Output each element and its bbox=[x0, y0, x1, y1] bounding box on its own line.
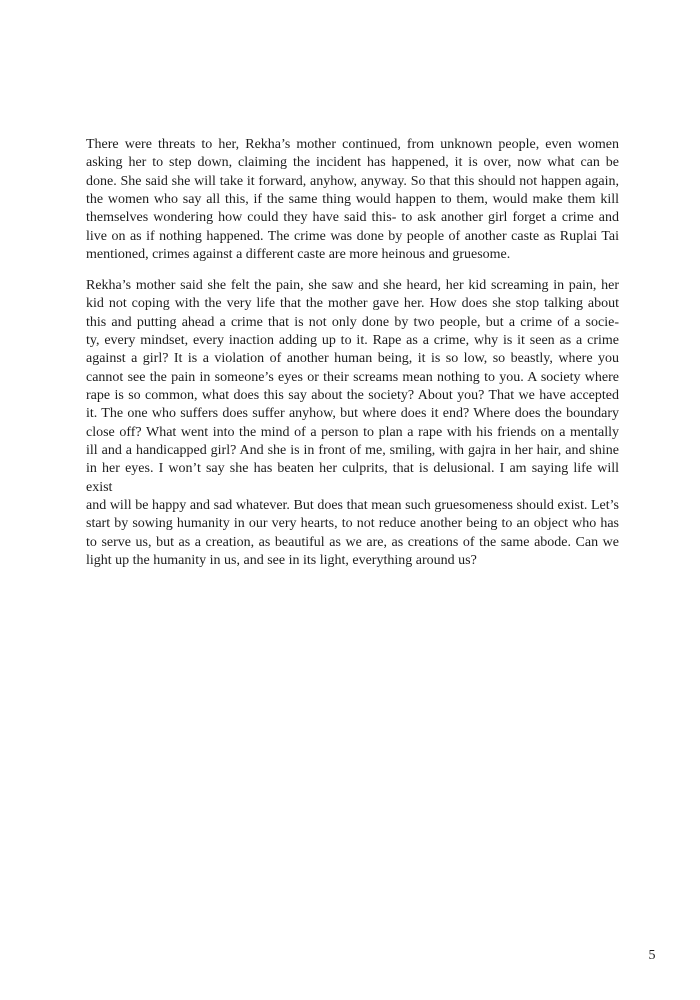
text-line: this and putting ahead a crime that is not only done by two people, but a crime of a socie- bbox=[86, 314, 619, 330]
text-line: There were threats to her, Rekha’s mother continued, from unknown people, even women bbox=[86, 137, 619, 152]
text-line: start by sowing humanity in our very hearts, to not reduce another being to an object who has bbox=[86, 516, 619, 532]
text-line: mentioned, crimes against a different caste are more heinous and gruesome. bbox=[86, 247, 511, 263]
text-line: light up the humanity in us, and see in its light, everything around us? bbox=[86, 553, 477, 569]
text-line: close off? What went into the mind of a person to plan a rape with his friends on a mentally bbox=[86, 424, 619, 440]
text-line: ty, every mindset, every inaction adding up to it. Rape as a crime, why is it seen as a crime bbox=[86, 332, 619, 348]
text-line: asking her to step down, claiming the incident has happened, it is over, now what can be bbox=[86, 155, 619, 171]
text-line: against a girl? It is a violation of another human being, it is so low, so beastly, where you bbox=[86, 351, 619, 367]
text-line: in her eyes. I won’t say she has beaten her culprits, that is delusional. I am saying life will exist bbox=[86, 461, 619, 495]
text-line: cannot see the pain in someone’s eyes or their screams mean nothing to you. A society where bbox=[86, 369, 619, 385]
text-line: done. She said she will take it forward, anyhow, anyway. So that this should not happen again, bbox=[86, 173, 619, 189]
paragraph bbox=[86, 136, 619, 264]
text-line: to serve us, but as a creation, as beautiful as we are, as creations of the same abode. Can we bbox=[86, 534, 619, 550]
paragraph bbox=[86, 277, 619, 571]
text-line: live on as if nothing happened. The crime was done by people of another caste as Ruplai Tai bbox=[86, 228, 619, 244]
text-line: kid not coping with the very life that the mother gave her. How does she stop talking about bbox=[86, 296, 619, 312]
text-line: themselves wondering how could they have said this- to ask another girl forget a crime and bbox=[86, 210, 619, 226]
text-line: rape is so common, what does this say about the society? About you? That we have accepted bbox=[86, 387, 619, 403]
body-text bbox=[86, 136, 619, 583]
text-line: ill and a handicapped girl? And she is in front of me, smiling, with gajra in her hair, and shine bbox=[86, 443, 619, 458]
page-number: 5 bbox=[648, 948, 656, 963]
text-line: it. The one who suffers does suffer anyhow, but where does it end? Where does the boundary bbox=[86, 406, 619, 422]
text-line: the women who say all this, if the same thing would happen to them, would make them kill bbox=[86, 192, 619, 208]
text-line: Rekha’s mother said she felt the pain, she saw and she heard, her kid screaming in pain, her bbox=[86, 277, 619, 293]
text-line: and will be happy and sad whatever. But does that mean such gruesomeness should exist. Let’s bbox=[86, 498, 619, 514]
